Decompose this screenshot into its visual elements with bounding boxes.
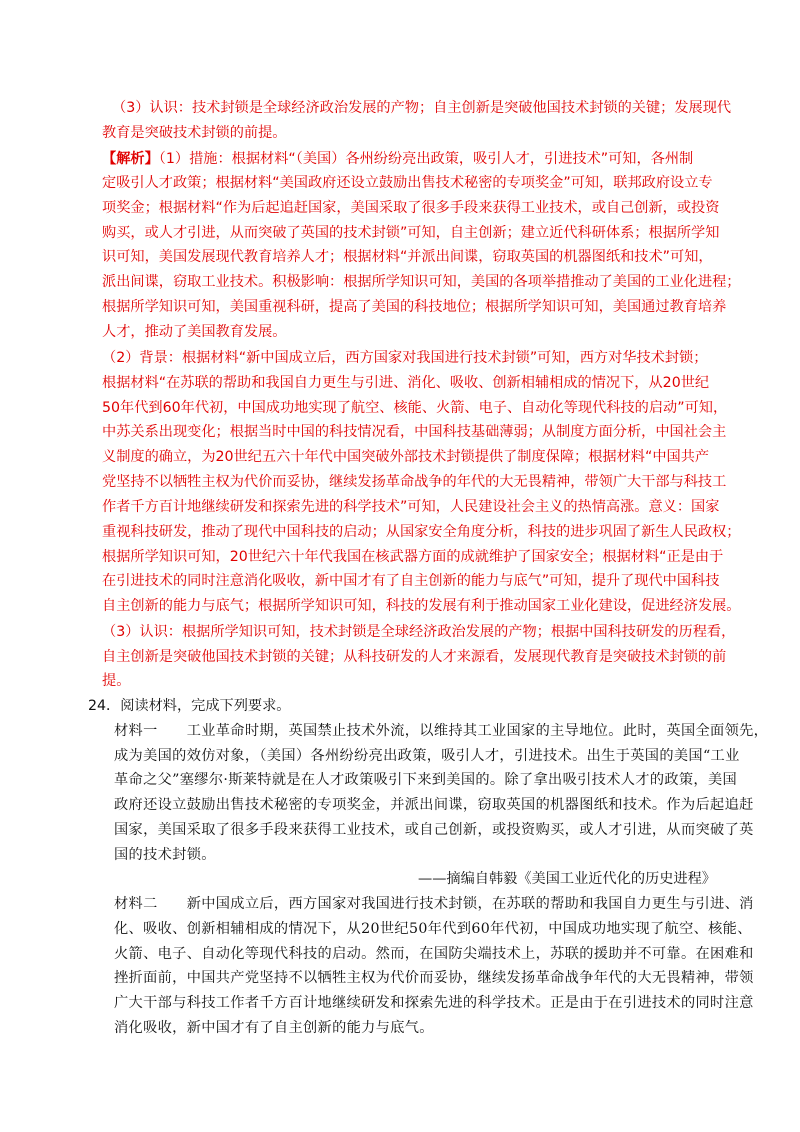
question-title: 24．阅读材料，完成下列要求。 bbox=[88, 698, 291, 714]
answer-3-line-1: （3）认识：技术封锁是全球经济政治发展的产物；自主创新是突破他国技术封锁的关键；发展现代 bbox=[112, 100, 732, 116]
analysis-p3-line: 提。 bbox=[102, 673, 131, 689]
material-2-line: 化、吸收、创新相辅相成的情况下，从20世纪50年代到60年代初，中国成功地实现了航空、核能、 bbox=[114, 921, 752, 937]
analysis-p1-line: 识可知，美国发展现代教育培养人才；根据材料“并派出间谍，窃取英国的机器图纸和技术”可知， bbox=[102, 249, 713, 265]
analysis-p1-line: 购买，或人才引进，从而突破了英国的技术封锁”可知，自主创新；建立近代科研体系；根据所学知 bbox=[102, 225, 720, 241]
material-1-line: 革命之父”塞缪尔·斯莱特就是在人才政策吸引下来到美国的。除了拿出吸引技术人才的政策，美国 bbox=[114, 772, 738, 788]
analysis-p2-line: 在引进技术的同时注意消化吸收，新中国才有了自主创新的能力与底气”可知，提升了现代中国科技 bbox=[102, 573, 720, 589]
material-2-line: 材料二 新中国成立后，西方国家对我国进行技术封锁，在苏联的帮助和我国自力更生与引进、消 bbox=[114, 896, 754, 912]
analysis-p1-line: 派出间谍，窃取工业技术。积极影响：根据所学知识可知，美国的各项举措推动了美国的工业化进程； bbox=[102, 274, 741, 290]
analysis-p3-line: （3）认识：根据所学知识可知，技术封锁是全球经济政治发展的产物；根据中国科技研发的历程看， bbox=[102, 624, 736, 640]
analysis-p2-line: 自主创新的能力与底气；根据所学知识可知，科技的发展有利于推动国家工业化建设，促进经济发展。 bbox=[102, 598, 741, 614]
material-2-line: 挫折面前，中国共产党坚持不以牺牲主权为代价而妥协，继续发扬革命战争年代的大无畏精神，带领 bbox=[114, 970, 754, 986]
material-1-line: 国的技术封锁。 bbox=[114, 847, 216, 863]
material-1-line: 国家，美国采取了很多手段来获得工业技术，或自己创新，或投资购买，或人才引进，从而突破了英 bbox=[114, 822, 754, 838]
material-1-line: 政府还设立鼓励出售技术秘密的专项奖金，并派出间谍，窃取英国的机器图纸和技术。作为后起追赶 bbox=[114, 797, 754, 813]
material-1-line: 材料一 工业革命时期，英国禁止技术外流，以维持其工业国家的主导地位。此时，英国全面领先， bbox=[114, 723, 769, 739]
analysis-p2-line: 义制度的确立，为20世纪五六十年代中国突破外部技术封锁提供了制度保障；根据材料“中国共产 bbox=[102, 449, 710, 465]
material-1-source: ——摘编自韩毅《美国工业近代化的历史进程》 bbox=[418, 871, 716, 887]
analysis-p2-line: 重视科技研发，推动了现代中国科技的启动；从国家安全角度分析，科技的进步巩固了新生人民政权； bbox=[102, 524, 741, 540]
analysis-p3-line: 自主创新是突破他国技术封锁的关键；从科技研发的人才来源看，发展现代教育是突破技术封锁的前 bbox=[102, 649, 727, 665]
analysis-p1-line: 根据所学知识可知，美国重视科研，提高了美国的科技地位；根据所学知识可知，美国通过教育培养 bbox=[102, 299, 727, 315]
analysis-p1-line-1 bbox=[102, 147, 693, 171]
material-1-line: 成为美国的效仿对象，（美国）各州纷纷亮出政策，吸引人才，引进技术。出生于英国的美国“工业 bbox=[114, 748, 740, 764]
analysis-label: 【解析】 bbox=[102, 151, 159, 167]
analysis-p2-line: 党坚持不以牺牲主权为代价而妥协，继续发扬革命战争的年代的大无畏精神，带领广大干部与科技工 bbox=[102, 474, 727, 490]
analysis-p2-line: 根据所学知识可知，20世纪六十年代我国在核武器方面的成就维护了国家安全；根据材料“正是由于 bbox=[102, 549, 724, 565]
analysis-p1-line: 定吸引人才政策；根据材料“美国政府还设立鼓励出售技术秘密的专项奖金”可知，联邦政府设立专 bbox=[102, 175, 713, 191]
material-2-line: 广大干部与科技工作者千方百计地继续研发和探索先进的科学技术。正是由于在引进技术的同时注意 bbox=[114, 995, 754, 1011]
analysis-p2-line: （2）背景：根据材料“新中国成立后，西方国家对我国进行技术封锁”可知，西方对华技术封锁； bbox=[102, 350, 708, 366]
analysis-p2-line: 根据材料“在苏联的帮助和我国自力更生与引进、消化、吸收、创新相辅相成的情况下，从20世纪 bbox=[102, 375, 710, 391]
analysis-p1-first: （1）措施：根据材料“（美国）各州纷纷亮出政策，吸引人才，引进技术”可知，各州制 bbox=[158, 151, 694, 167]
analysis-p1-line: 人才，推动了美国教育发展。 bbox=[102, 324, 287, 340]
analysis-p2-line: 中苏关系出现变化；根据当时中国的科技情况看，中国科技基础薄弱；从制度方面分析，中国社会主 bbox=[102, 424, 727, 440]
analysis-p1-line: 项奖金；根据材料“作为后起追赶国家，美国采取了很多手段来获得工业技术，或自己创新，或投资 bbox=[102, 200, 720, 216]
analysis-p2-line: 50年代到60年代初，中国成功地实现了航空、核能、火箭、电子、自动化等现代科技的启动”可知， bbox=[102, 400, 728, 416]
answer-3-line-2: 教育是突破技术封锁的前提。 bbox=[102, 125, 287, 141]
analysis-p2-line: 作者千方百计地继续研发和探索先进的科学技术”可知，人民建设社会主义的热情高涨。意义：国家 bbox=[102, 499, 720, 515]
material-2-line: 消化吸收，新中国才有了自主创新的能力与底气。 bbox=[114, 1020, 434, 1036]
material-2-line: 火箭、电子、自动化等现代科技的启动。然而，在国防尖端技术上，苏联的援助并不可靠。在困难和 bbox=[114, 946, 754, 962]
